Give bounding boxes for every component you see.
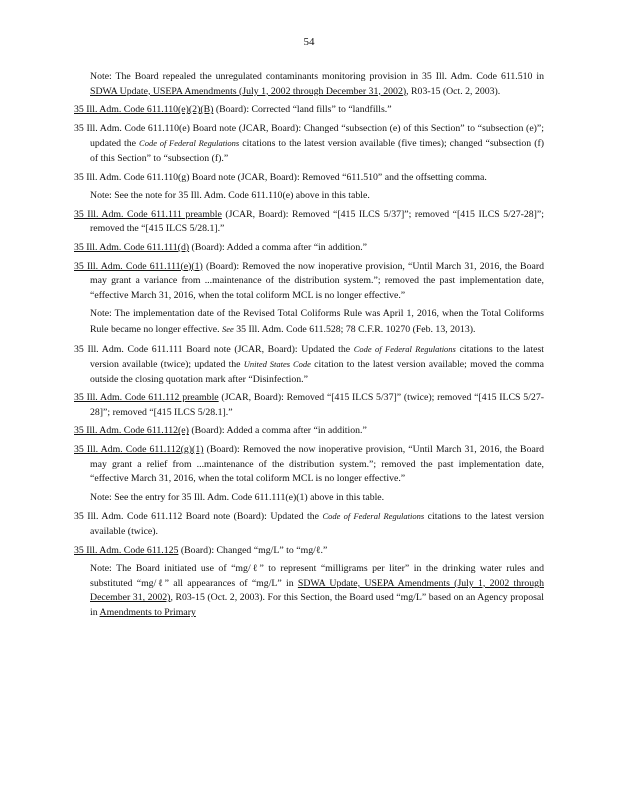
table-note [74,562,544,620]
citation-link-text: SDWA Update, USEPA Amendments (July 1, 2002 through December 31, 2002) [90,577,544,604]
table-note [74,70,544,99]
entry-text: (Board): Added a comma after “in addition.” [188,425,367,437]
entry-text: (Board): Removed the now inoperative provision, “Until March 31, 2016, the Board may grant a variance from ...maintenance of the distribution system.”; removed the past implementation date, “effective March 31, 2016, when the total coliform MCL is no longer effective.” [90,260,544,301]
citation-link-text: 35 Ill. Adm. Code 611.111(d) [74,241,190,253]
amendment-entry [74,424,544,439]
italic-text: See [222,323,234,334]
amendment-entry [74,241,544,256]
entry-text: (JCAR, Board): Removed “[415 ILCS 5/37]” (twice); removed “[415 ILCS 5/27-28]”; removed “[415 ILCS 5/28.1].” [90,392,544,418]
citation-link-text: 35 Ill. Adm. Code 611.111(e)(1) [74,260,203,272]
entry-text: Note: The Board repealed the unregulated contaminants monitoring provision in 35 Ill. Adm. Code 611.510 in [90,71,544,82]
italic-text: United States Code [243,359,311,370]
entry-text: (Board): Changed “mg/L” to “mg/ℓ.” [178,544,328,556]
entry-text: 35 Ill. Adm. Code 611.112 Board note (Board): Updated the [74,511,323,523]
table-note [74,491,544,506]
page-number: 54 [303,36,315,48]
entry-text: Note: See the entry for 35 Ill. Adm. Code 611.111(e)(1) above in this table. [90,491,385,503]
citation-link-text: 35 Ill. Adm. Code 611.112 preamble [74,392,219,404]
amendment-entry [74,171,544,186]
entry-text: citations to the latest version available (five times); changed “subsection (f) of this Section” to “subsection (f).” [90,138,544,164]
entry-text: citation to the latest version available; moved the comma outside the closing quotation mark after “Disinfection.” [90,359,544,385]
entry-text: , R03-15 (Oct. 2, 2003). [406,85,501,97]
italic-text: Code of Federal Regulations [353,343,456,354]
entry-text: 35 Ill. Adm. Code 611.110(g) Board note (JCAR, Board): Removed “611.510” and the offsetting comma. [74,171,487,183]
document-body [74,70,544,625]
amendment-entry [74,391,544,420]
entry-text: (Board): Corrected “land fills” to “landfills.” [213,104,392,116]
amendment-entry [74,443,544,487]
citation-link-text: 35 Ill. Adm. Code 611.111 preamble [74,208,222,220]
citation-link-text: 35 Ill. Adm. Code 611.110(e)(2)(B) [74,104,214,116]
entry-text: citations to the latest version available (twice). [90,511,545,538]
citation-link-text: Amendments to Primary [99,607,196,618]
amendment-entry [74,208,544,237]
entry-text: (Board): Added a comma after “in addition.” [189,241,368,253]
entry-text: Note: The Board initiated use of “mg/ℓ” to represent “milligrams per liter” in the drinking water rules and substituted “mg/ℓ” all appearances of “mg/L” in [90,563,544,589]
amendment-entry [74,122,544,167]
amendment-entry [74,544,544,559]
entry-text: (Board): Removed the now inoperative provision, “Until March 31, 2016, the Board may grant a relief from ...maintenance of the distribution system.”; removed the past implementation date, “effective March 31, 2016, when the total coliform MCL is no longer effective.” [90,444,545,485]
entry-text: Note: See the note for 35 Ill. Adm. Code 611.110(e) above in this table. [90,190,370,202]
entry-text: Note: The implementation date of the Revised Total Coliforms Rule was April 1, 2016, when the Total Coliforms Rule became no longer effective. [90,308,544,335]
entry-text: citations to the latest version available (twice); updated the [90,343,544,371]
citation-link-text: SDWA Update, USEPA Amendments (July 1, 2002 through December 31, 2002) [90,85,407,97]
italic-text: Code of Federal Regulations [322,511,425,522]
table-note [74,307,544,337]
citation-link-text: 35 Ill. Adm. Code 611.112(e) [74,425,189,437]
italic-text: Code of Federal Regulations [139,138,240,149]
entry-text: 35 Ill. Adm. Code 611.528; 78 C.F.R. 10270 (Feb. 13, 2013). [233,323,476,335]
entry-text: (JCAR, Board): Removed “[415 ILCS 5/37]”; removed “[415 ILCS 5/27-28]”; removed the “[415 ILCS 5/28.1].” [90,208,544,235]
amendment-entry [74,260,544,304]
entry-text: 35 Ill. Adm. Code 611.110(e) Board note (JCAR, Board): Changed “subsection (e) of this Section” to “subsection (e)”; updated the [74,122,544,150]
table-note [74,189,544,204]
citation-link-text: 35 Ill. Adm. Code 611.112(g)(1) [74,444,204,456]
amendment-entry [74,342,544,388]
amendment-entry [74,509,544,539]
citation-link-text: 35 Ill. Adm. Code 611.125 [74,544,179,556]
amendment-entry [74,103,544,118]
entry-text: , R03-15 (Oct. 2, 2003). For this Section, the Board used “mg/L” based on an Agency proposal in [90,592,544,618]
entry-text: 35 Ill. Adm. Code 611.111 Board note (JCAR, Board): Updated the [74,343,354,355]
